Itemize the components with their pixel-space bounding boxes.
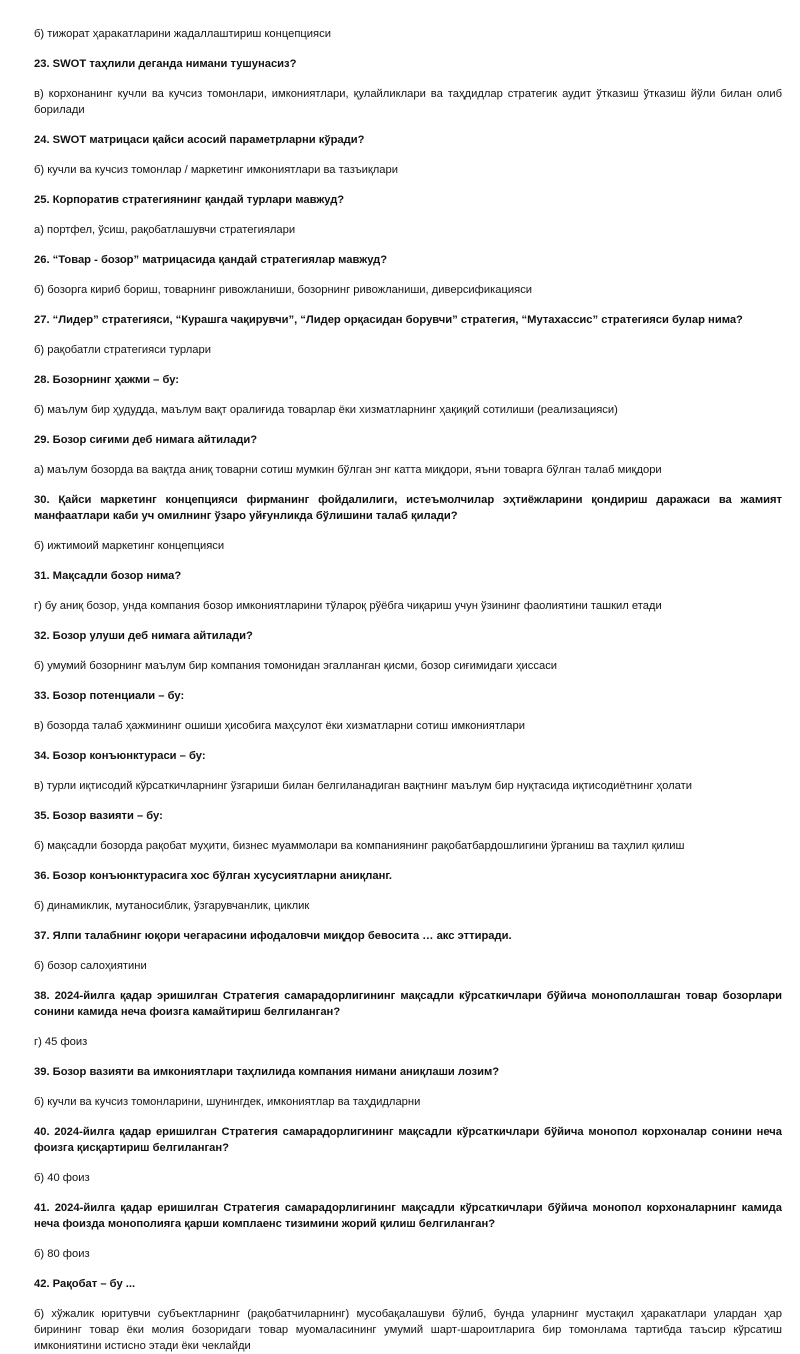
answer-text: б) бозорга кириб бориш, товарнинг ривожланиши, бозорнинг ривожланиши, диверсификацияси	[34, 284, 533, 296]
answer-text: а) портфел, ўсиш, рақобатлашувчи стратегиялари	[34, 224, 296, 236]
answer-text: б) тижорат ҳаракатларини жадаллаштириш концепцияси	[34, 28, 331, 40]
question-text: 30. Қайси маркетинг концепцияси фирманинг фойдалилиги, истеъмолчилар эҳтиёжларини қондириш даражаси ва жамият манфаатлари каби уч омилнинг ўзаро уйғунликда бўлишини талаб қилади?	[34, 494, 782, 522]
answer-text: б) 40 фоиз	[34, 1172, 90, 1184]
question-text: 25. Корпоратив стратегиянинг қандай турлари мавжуд?	[34, 194, 345, 206]
question-text: 42. Рақобат – бу ...	[34, 1278, 136, 1290]
question-text: 37. Ялпи талабнинг юқори чегарасини ифодаловчи миқдор бевосита … акс эттиради.	[34, 930, 512, 942]
question-text: 27. “Лидер” стратегияси, “Курашга чақирувчи”, “Лидер орқасидан борувчи” стратегия, “Мутахассис” стратегияси булар нима?	[34, 314, 743, 326]
question-list	[34, 56, 782, 1354]
question-text: 33. Бозор потенциали – бу:	[34, 690, 185, 702]
question-text: 32. Бозор улуши деб нимага айтилади?	[34, 630, 253, 642]
question-text: 36. Бозор конъюнктурасига хос бўлган хусусиятларни аниқланг.	[34, 870, 392, 882]
answer-text: б) динамиклик, мутаносиблик, ўзгарувчанлик, циклик	[34, 900, 310, 912]
answer-text: в) корхонанинг кучли ва кучсиз томонлари, имкониятлари, қулайликлари ва таҳдидлар стратегик аудит ўтказиш ўтказиш йўли билан олиб борилади	[34, 88, 782, 116]
answer-text: в) турли иқтисодий кўрсаткичларнинг ўзгариши билан белгиланадиган вақтнинг маълум бир нуқтасида иқтисодиётнинг ҳолати	[34, 780, 692, 792]
answer-text: б) маълум бир ҳудудда, маълум вақт оралиғида товарлар ёки хизматларнинг ҳақиқий сотилиши (реализацияси)	[34, 404, 618, 416]
answer-text: б) кучли ва кучсиз томонларини, шунингдек, имкониятлар ва таҳдидларни	[34, 1096, 421, 1108]
question-text: 29. Бозор сиғими деб нимага айтилади?	[34, 434, 258, 446]
question-text: 41. 2024-йилга қадар еришилган Стратегия самарадорлигининг мақсадли кўрсаткичлари бўйича монопол корхоналарнинг камида неча фоизда монополияга қарши комплаенс тизимини жорий қилиш белгиланган?	[34, 1202, 782, 1230]
question-text: 26. “Товар - бозор” матрицасида қандай стратегиялар мавжуд?	[34, 254, 388, 266]
question-text: 24. SWOT матрицаси қайси асосий параметрларни кўради?	[34, 134, 365, 146]
question-text: 38. 2024-йилга қадар эришилган Стратегия самарадорлигининг мақсадли кўрсаткичлари бўйича монополлашган товар бозорлари сонини камида неча фоизга камайтириш белгиланган?	[34, 990, 782, 1018]
answer-text: б) ижтимоий маркетинг концепцияси	[34, 540, 225, 552]
answer-text: г) 45 фоиз	[34, 1036, 88, 1048]
question-text: 39. Бозор вазияти ва имкониятлари таҳлилида компания нимани аниқлаши лозим?	[34, 1066, 500, 1078]
answer-text: б) бозор салоҳиятини	[34, 960, 147, 972]
question-text: 34. Бозор конъюнктураси – бу:	[34, 750, 206, 762]
answer-text: б) рақобатли стратегияси турлари	[34, 344, 211, 356]
answer-text: г) бу аниқ бозор, унда компания бозор имкониятларини тўлароқ рўёбга чиқариш учун ўзининг фаолиятини ташкил етади	[34, 600, 662, 612]
question-text: 23. SWOT таҳлили деганда нимани тушунасиз?	[34, 58, 297, 70]
question-text: 40. 2024-йилга қадар еришилган Стратегия самарадорлигининг мақсадли кўрсаткичлари бўйича монопол корхоналар сонини неча фоизга қисқартириш белгиланган?	[34, 1126, 782, 1154]
question-text: 35. Бозор вазияти – бу:	[34, 810, 163, 822]
question-text: 28. Бозорнинг ҳажми – бу:	[34, 374, 180, 386]
answer-text: б) кучли ва кучсиз томонлар / маркетинг имкониятлари ва тазъиқлари	[34, 164, 398, 176]
question-text: 31. Мақсадли бозор нима?	[34, 570, 182, 582]
answer-text: б) мақсадли бозорда рақобат муҳити, бизнес муаммолари ва компаниянинг рақобатбардошлигини ўрганиш ва таҳлил қилиш	[34, 840, 685, 852]
answer-text: б) умумий бозорнинг маълум бир компания томонидан эгалланган қисми, бозор сиғимидаги ҳиссаси	[34, 660, 558, 672]
answer-text: а) маълум бозорда ва вақтда аниқ товарни сотиш мумкин бўлган энг катта миқдори, яъни товарга бўлган талаб миқдори	[34, 464, 662, 476]
answer-text: в) бозорда талаб ҳажмининг ошиши ҳисобига маҳсулот ёки хизматларни сотиш имкониятлари	[34, 720, 525, 732]
answer-text: б) 80 фоиз	[34, 1248, 90, 1260]
answer-text: б) хўжалик юритувчи субъектларнинг (рақобатчиларнинг) мусобақалашуви бўлиб, бунда уларнинг мустақил ҳаракатлари улардан ҳар бирининг товар ёки молия бозоридаги товар муомаласининг умумий шарт-шароитларига бир томонлама тартибда таъсир кўрсатиш имкониятини истисно этади ёки чеклайди	[34, 1308, 782, 1352]
